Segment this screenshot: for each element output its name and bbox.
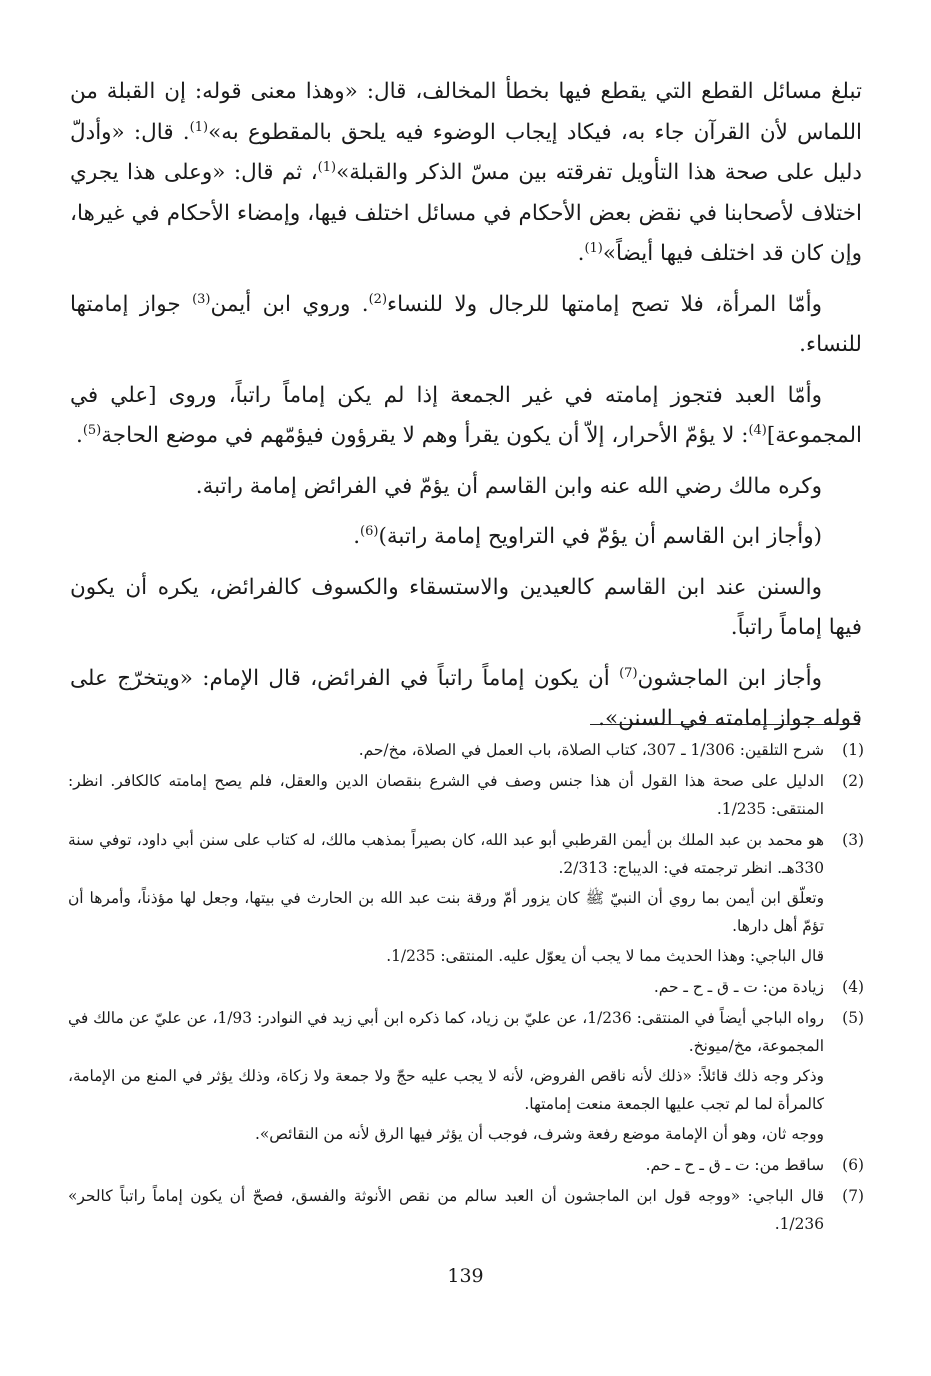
footnote [68, 973, 864, 1001]
body-text: وأجاز ابن الماجشون [637, 665, 823, 691]
footnote-body [68, 973, 824, 1001]
footnote-marker: (1) [189, 119, 209, 135]
footnote-body [68, 736, 824, 764]
footnote-number: (7) [842, 1187, 864, 1205]
footnote-text: ووجه ثان، وهو أن الإمامة موضع رفعة وشرف، فوجب أن يؤثر فيها الرق لأنه من النقائص». [255, 1125, 824, 1143]
footnote-body [68, 1182, 824, 1238]
body-paragraph [70, 517, 862, 558]
body-paragraph [70, 659, 862, 740]
footnote-number: (5) [842, 1009, 864, 1027]
footnote-number: (3) [842, 831, 864, 849]
body-text: والسنن عند ابن القاسم كالعيدين والاستسقاء والكسوف كالفرائض، يكره أن يكون فيها إماماً راتباً. [70, 574, 862, 640]
footnote-marker: (2) [368, 291, 388, 307]
footnotes [68, 736, 864, 1241]
footnote-text: وذكر وجه ذلك قائلاً: «ذلك لأنه ناقص الفروض، لأنه لا يجب عليه حجّ ولا جمعة ولا زكاة، وذلك يؤثر في المنع من الإمامة، كالمرأة لما لم تجب عليها الجمعة منعت إمامتها. [68, 1067, 824, 1113]
footnote-text: رواه الباجي أيضاً في المنتقى: 1/236، عن عليّ بن زياد، كما ذكره ابن أبي زيد في النوادر: 1/93، عن عليّ عن مالك في المجموعة، مخ/ميونخ. [68, 1009, 824, 1055]
footnote [68, 736, 864, 764]
footnote-text: زيادة من: ت ـ ق ـ ح ـ حم. [653, 978, 824, 996]
main-text [70, 72, 862, 750]
body-text: . [353, 524, 361, 549]
footnote-text: الدليل على صحة هذا القول أن هذا جنس وصف في الشرع بنقصان الدين والعقل، فلم يصح إمامته كالكافر. انظر: المنتقى: 1/235. [68, 772, 824, 818]
footnote [68, 1151, 864, 1179]
body-paragraph [70, 568, 862, 649]
footnote-marker: (4) [748, 422, 767, 438]
footnote-text: شرح التلقين: 1/306 ـ 307، كتاب الصلاة، باب العمل في الصلاة، مخ/حم. [358, 741, 824, 759]
body-paragraph [70, 467, 862, 508]
footnote-text: قال الباجي: «ووجه قول ابن الماجشون أن العبد سالم من نقص الأنوثة والفسق، فصحّ أن يكون إماماً راتباً كالحر» 1/236. [68, 1187, 824, 1233]
body-paragraph [70, 376, 862, 457]
body-text: . [577, 241, 585, 266]
footnote [68, 767, 864, 823]
footnote-marker: (3) [192, 291, 211, 307]
footnote-text: قال الباجي: وهذا الحديث مما لا يجب أن يعوّل عليه. المنتقى: 1/235. [386, 947, 824, 965]
footnote-marker: (6) [360, 523, 379, 539]
body-text: أن يكون إماماً راتباً في الفرائض، قال الإمام: «ويتخرّج على قوله جواز إمامته في السنن». [70, 665, 862, 731]
body-text: ، ثم قال: «وعلى هذا يجري اختلاف لأصحابنا في نقض بعض الأحكام في مسائل اختلف فيها، وإمضاء الأحكام في غيرها، وإن كان قد اختلف فيها أيضاً» [70, 160, 862, 266]
footnote-marker: (1) [317, 159, 337, 175]
footnote-separator [590, 724, 860, 725]
body-text: وأمّا العبد فتجوز إمامته في غير الجمعة إذا لم يكن إماماً راتباً، وروى [علي في المجموعة] [70, 382, 862, 448]
footnote-number: (4) [842, 978, 864, 996]
footnote-text: وتعلّق ابن أيمن بما روي أن النبيّ ﷺ كان يزور أمّ ورقة بنت عبد الله بن الحارث في بيتها، وجعل لها مؤذناً، وأمرها أن تؤمّ أهل دارها. [68, 889, 824, 935]
body-text: . قال: «وأدلّ دليل على صحة هذا التأويل تفرقته بين مسّ الذكر والقبلة» [70, 119, 862, 185]
body-text: (وأجاز ابن القاسم أن يؤمّ في التراويح إمامة راتبة) [378, 524, 822, 549]
footnote [68, 1182, 864, 1238]
footnote-marker: (1) [584, 240, 603, 256]
footnote-number: (6) [842, 1156, 864, 1174]
footnote-body [68, 1004, 824, 1148]
footnote-marker: (5) [82, 422, 102, 438]
footnote-marker: (7) [619, 665, 638, 681]
body-paragraph [70, 72, 862, 275]
footnote [68, 1004, 864, 1148]
footnote-number: (2) [842, 772, 864, 790]
footnote-number: (1) [842, 741, 864, 759]
footnote [68, 826, 864, 970]
body-text: وأمّا المرأة، فلا تصح إمامتها للرجال ولا للنساء [387, 291, 822, 317]
footnote-text: ساقط من: ت ـ ق ـ ح ـ حم. [645, 1156, 824, 1174]
footnote-text: هو محمد بن عبد الملك بن أيمن القرطبي أبو عبد الله، كان بصيراً بمذهب مالك، له كتاب على سنن أبي داود، توفي سنة 330هـ. انظر ترجمته في: الديباج: 2/313. [68, 831, 824, 877]
body-paragraph [70, 285, 862, 366]
footnote-body [68, 1151, 824, 1179]
footnote-body [68, 767, 824, 823]
body-text: تبلغ مسائل القطع التي يقطع فيها بخطأ المخالف، قال: «وهذا معنى قوله: إن القبلة من اللماس لأن القرآن جاء به، فيكاد إيجاب الوضوء فيه يلحق بالمقطوع به» [70, 79, 862, 145]
body-text: . وروي ابن أيمن [210, 291, 369, 317]
body-text: وكره مالك رضي الله عنه وابن القاسم أن يؤمّ في الفرائض إمامة راتبة. [195, 473, 822, 499]
body-text: : لا يؤمّ الأحرار، إلاّ أن يكون يقرأ وهم لا يقرؤون فيؤمّهم في موضع الحاجة [101, 423, 749, 448]
body-text: جواز إمامتها للنساء. [70, 291, 862, 357]
page-number: 139 [447, 1265, 484, 1287]
body-text: . [75, 423, 83, 448]
footnote-body [68, 826, 824, 970]
